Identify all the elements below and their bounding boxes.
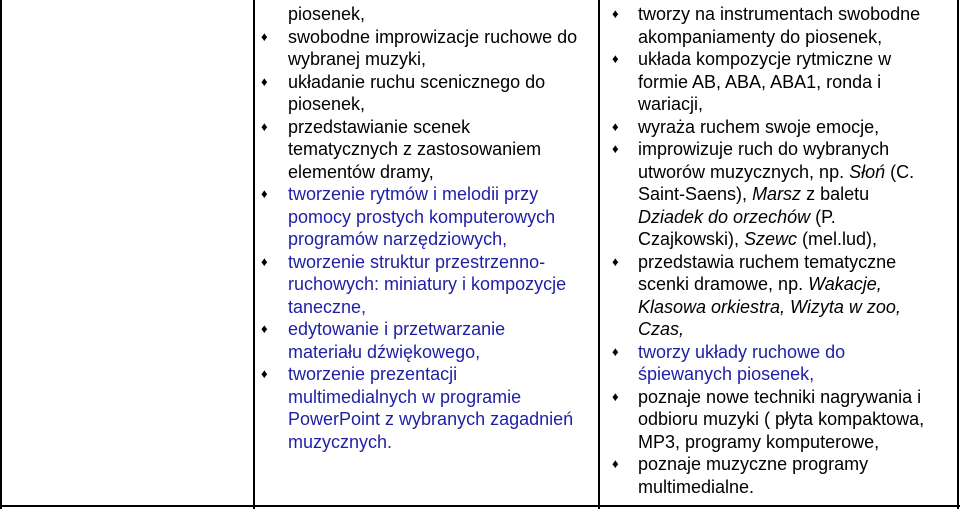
- list-item: [261, 71, 593, 116]
- list-item-line: tworzenie rytmów i melodii przy: [288, 184, 539, 204]
- diamond-bullet-icon: ♦: [612, 118, 619, 134]
- list-item: [612, 3, 953, 48]
- list-item-line: PowerPoint z wybranych zagadnień: [288, 409, 574, 429]
- column2-lead-text: [288, 3, 593, 26]
- list-item-line: Czas,: [638, 319, 685, 339]
- list-item-line: wyraża ruchem swoje emocje,: [638, 116, 880, 137]
- diamond-bullet-icon: ♦: [612, 388, 619, 404]
- list-item-line: układa kompozycje rytmiczne w: [638, 49, 892, 69]
- column3-cell: [612, 3, 953, 498]
- list-item: [261, 251, 593, 319]
- list-item-line: tworzy na instrumentach swobodne: [638, 4, 921, 24]
- list-item-line: akompaniamenty do piosenek,: [638, 26, 883, 47]
- list-item-line: edytowanie i przetwarzanie: [288, 319, 506, 339]
- list-item: [261, 183, 593, 251]
- diamond-bullet-icon: ♦: [612, 6, 619, 21]
- list-item-line: przedstawia ruchem tematyczne: [638, 251, 897, 272]
- list-item: [261, 363, 593, 453]
- list-item: [612, 453, 953, 498]
- column2-cell: [261, 3, 593, 453]
- table-border-col2: [598, 0, 600, 509]
- list-item-line: wariacji,: [638, 94, 704, 114]
- list-item-line: wybranej muzyki,: [288, 49, 427, 69]
- table-border-right: [957, 0, 959, 509]
- list-item-line: piosenek,: [288, 94, 366, 114]
- table-border-bottom: [0, 505, 960, 507]
- diamond-bullet-icon: ♦: [261, 186, 268, 201]
- diamond-bullet-icon: ♦: [612, 343, 619, 359]
- diamond-bullet-icon: ♦: [261, 321, 268, 336]
- diamond-bullet-icon: ♦: [612, 253, 619, 269]
- diamond-bullet-icon: ♦: [261, 366, 268, 381]
- list-item: [612, 386, 953, 454]
- list-item-line: programów narzędziowych,: [288, 229, 508, 249]
- list-item-line: pomocy prostych komputerowych: [288, 206, 556, 227]
- list-item-line: Saint-Saens), Marsz z baletu: [638, 184, 870, 204]
- list-item-line: poznaje nowe techniki nagrywania i: [638, 386, 922, 407]
- table-border-col1: [253, 0, 255, 509]
- list-item-line: multimedialne.: [638, 476, 755, 497]
- diamond-bullet-icon: ♦: [261, 73, 268, 89]
- list-item-line: odbioru muzyki ( płyta kompaktowa,: [638, 409, 925, 429]
- list-item-line: układanie ruchu scenicznego do: [288, 71, 546, 92]
- list-item-line: tematycznych z zastosowaniem: [288, 139, 542, 159]
- list-item-line: improwizuje ruch do wybranych: [638, 139, 890, 159]
- table-border-left: [0, 0, 2, 509]
- diamond-bullet-icon: ♦: [612, 141, 619, 156]
- list-item-line: scenki dramowe, np. Wakacje,: [638, 274, 882, 294]
- list-item-line: przedstawianie scenek: [288, 116, 471, 137]
- diamond-bullet-icon: ♦: [612, 51, 619, 66]
- list-item-line: formie AB, ABA, ABA1, ronda i: [638, 71, 882, 92]
- list-item: [612, 341, 953, 386]
- column2-list: [261, 26, 593, 454]
- list-item: [612, 116, 953, 139]
- list-item-line: śpiewanych piosenek,: [638, 364, 815, 384]
- list-item-line: Dziadek do orzechów (P.: [638, 206, 836, 227]
- list-item: [612, 251, 953, 341]
- diamond-bullet-icon: ♦: [261, 28, 268, 44]
- list-item: [261, 26, 593, 71]
- diamond-bullet-icon: ♦: [261, 118, 268, 134]
- list-item-line: Klasowa orkiestra, Wizyta w zoo,: [638, 296, 901, 317]
- list-item-line: tworzy układy ruchowe do: [638, 341, 846, 362]
- list-item-line: Czajkowski), Szewc (mel.lud),: [638, 229, 878, 249]
- list-item-line: taneczne,: [288, 296, 367, 317]
- list-item-line: ruchowych: miniatury i kompozycje: [288, 274, 567, 294]
- list-item-line: tworzenie struktur przestrzenno-: [288, 251, 546, 272]
- diamond-bullet-icon: ♦: [261, 253, 268, 269]
- list-item-line: muzycznych.: [288, 431, 393, 452]
- column3-list: [612, 3, 953, 498]
- diamond-bullet-icon: ♦: [612, 456, 619, 471]
- list-item: [261, 116, 593, 184]
- list-item-line: MP3, programy komputerowe,: [638, 431, 880, 452]
- list-item: [612, 138, 953, 251]
- list-item-line: piosenek,: [288, 4, 366, 24]
- list-item-line: elementów dramy,: [288, 161, 434, 182]
- list-item-line: multimedialnych w programie: [288, 386, 522, 407]
- list-item-line: utworów muzycznych, np. Słoń (C.: [638, 161, 915, 182]
- list-item-line: poznaje muzyczne programy: [638, 454, 869, 474]
- list-item-line: swobodne improwizacje ruchowe do: [288, 26, 578, 47]
- list-item-line: materiału dźwiękowego,: [288, 341, 481, 362]
- list-item: [612, 48, 953, 116]
- list-item-line: tworzenie prezentacji: [288, 364, 458, 384]
- list-item: [261, 318, 593, 363]
